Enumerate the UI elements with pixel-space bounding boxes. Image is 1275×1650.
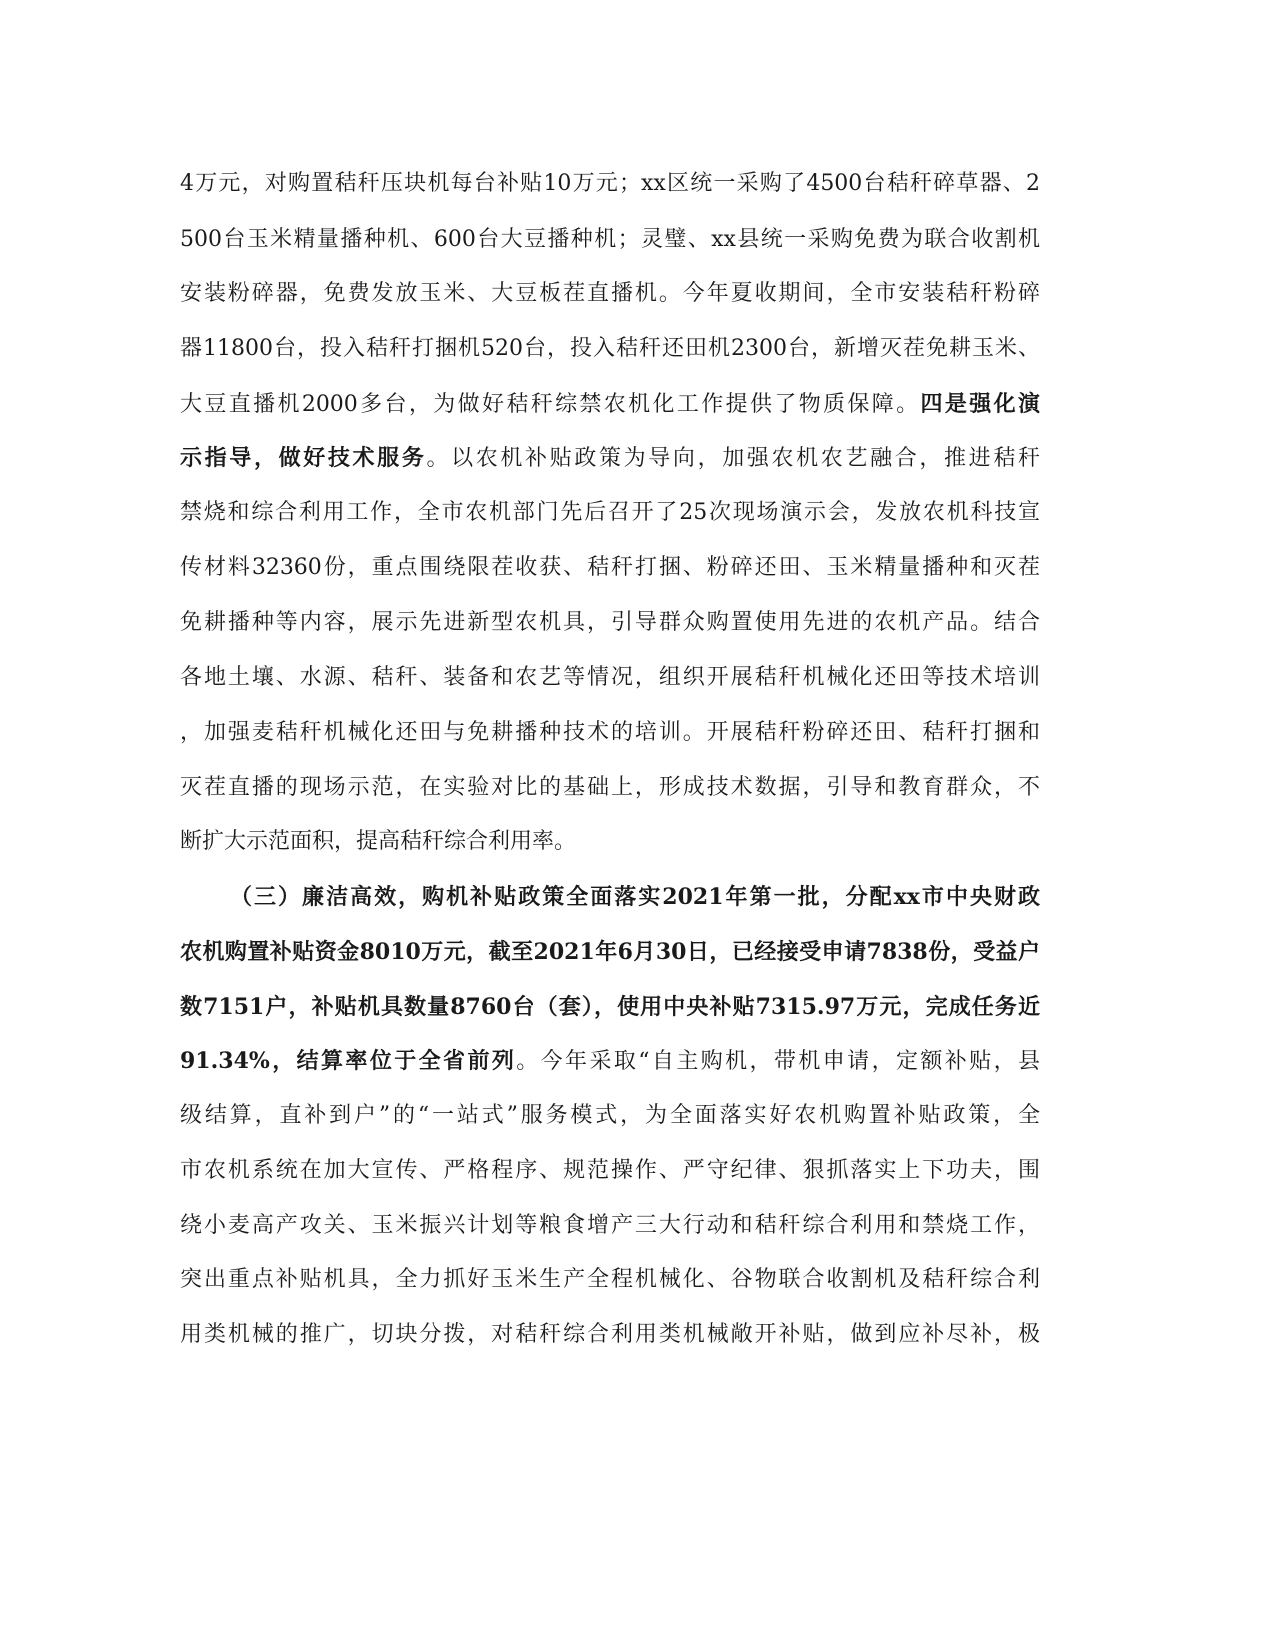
body-line	[180, 493, 1040, 533]
line-text: 市农机系统在加大宣传、严格程序、规范操作、严守纪律、狠抓落实上下功夫，围	[180, 1158, 1040, 1183]
body-line	[180, 384, 1040, 424]
line-text: 安装粉碎器，免费发放玉米、大豆板茬直播机。今年夏收期间，全市安装秸秆粉碎	[180, 281, 1040, 306]
bold-text: 91.34%，结算率位于全省前列	[180, 1048, 517, 1074]
body-line	[180, 822, 1040, 862]
body-line	[180, 1096, 1040, 1136]
body-line	[180, 220, 1040, 260]
body-line	[180, 603, 1040, 643]
line-text: 器11800台，投入秸秆打捆机520台，投入秸秆还田机2300台，新增灭茬免耕玉米、	[180, 336, 1040, 361]
line-text: 禁烧和综合利用工作，全市农机部门先后召开了25次现场演示会，发放农机科技宣	[180, 500, 1040, 525]
line-text: 。以农机补贴政策为导向，加强农机农艺融合，推进秸秆	[426, 446, 1040, 471]
bold-line	[180, 932, 1040, 972]
line-text: ，加强麦秸秆机械化还田与免耕播种技术的培训。开展秸秆粉碎还田、秸秆打捆和	[180, 720, 1040, 745]
bold-heading-text: 示指导，做好技术服务	[180, 445, 427, 471]
body-line	[180, 329, 1040, 369]
line-text: 传材料32360份，重点围绕限茬收获、秸秆打捆、粉碎还田、玉米精量播种和灭茬	[180, 555, 1040, 580]
line-text: 各地土壤、水源、秸秆、装备和农艺等情况，组织开展秸秆机械化还田等技术培训	[180, 665, 1040, 690]
section-heading-line	[230, 877, 1040, 917]
line-text: 突出重点补贴机具，全力抓好玉米生产全程机械化、谷物联合收割机及秸秆综合利	[180, 1267, 1040, 1292]
line-text: 绕小麦高产攻关、玉米振兴计划等粮食增产三大行动和秸秆综合利用和禁烧工作，	[180, 1213, 1040, 1238]
body-line	[180, 713, 1040, 753]
bold-heading-text: 四是强化演	[920, 391, 1040, 417]
section-heading-text: （三）廉洁高效，购机补贴政策全面落实2021年第一批，分配xx市中央财政	[230, 884, 1040, 910]
body-line	[180, 1315, 1040, 1355]
bold-text: 农机购置补贴资金8010万元，截至2021年6月30日，已经接受申请7838份，受益户	[180, 939, 1040, 965]
line-text: 。今年采取“自主购机，带机申请，定额补贴，县	[516, 1049, 1040, 1074]
body-line	[180, 1041, 1040, 1081]
line-text: 灭茬直播的现场示范，在实验对比的基础上，形成技术数据，引导和教育群众，不	[180, 775, 1040, 800]
line-text: 大豆直播机2000多台，为做好秸秆综禁农机化工作提供了物质保障。	[180, 392, 921, 417]
line-text: 断扩大示范面积，提高秸秆综合利用率。	[180, 829, 577, 854]
line-text: 用类机械的推广，切块分拨，对秸秆综合利用类机械敞开补贴，做到应补尽补，极	[180, 1322, 1040, 1347]
bold-line	[180, 987, 1040, 1027]
body-line	[180, 768, 1040, 808]
body-line	[180, 1206, 1040, 1246]
body-line	[180, 438, 1040, 478]
body-line	[180, 658, 1040, 698]
bold-text: 数7151户，补贴机具数量8760台（套），使用中央补贴7315.97万元，完成任务近	[180, 994, 1040, 1020]
body-line	[180, 164, 1040, 204]
body-line	[180, 274, 1040, 314]
line-text: 级结算，直补到户”的“一站式”服务模式，为全面落实好农机购置补贴政策，全	[180, 1103, 1040, 1128]
line-text: 免耕播种等内容，展示先进新型农机具，引导群众购置使用先进的农机产品。结合	[180, 610, 1040, 635]
body-line	[180, 548, 1040, 588]
body-line	[180, 1260, 1040, 1300]
body-line	[180, 1151, 1040, 1191]
line-text: 4万元，对购置秸秆压块机每台补贴10万元；xx区统一采购了4500台秸秆碎草器、2	[180, 171, 1040, 196]
line-text: 500台玉米精量播种机、600台大豆播种机；灵璧、xx县统一采购免费为联合收割机	[180, 227, 1040, 252]
